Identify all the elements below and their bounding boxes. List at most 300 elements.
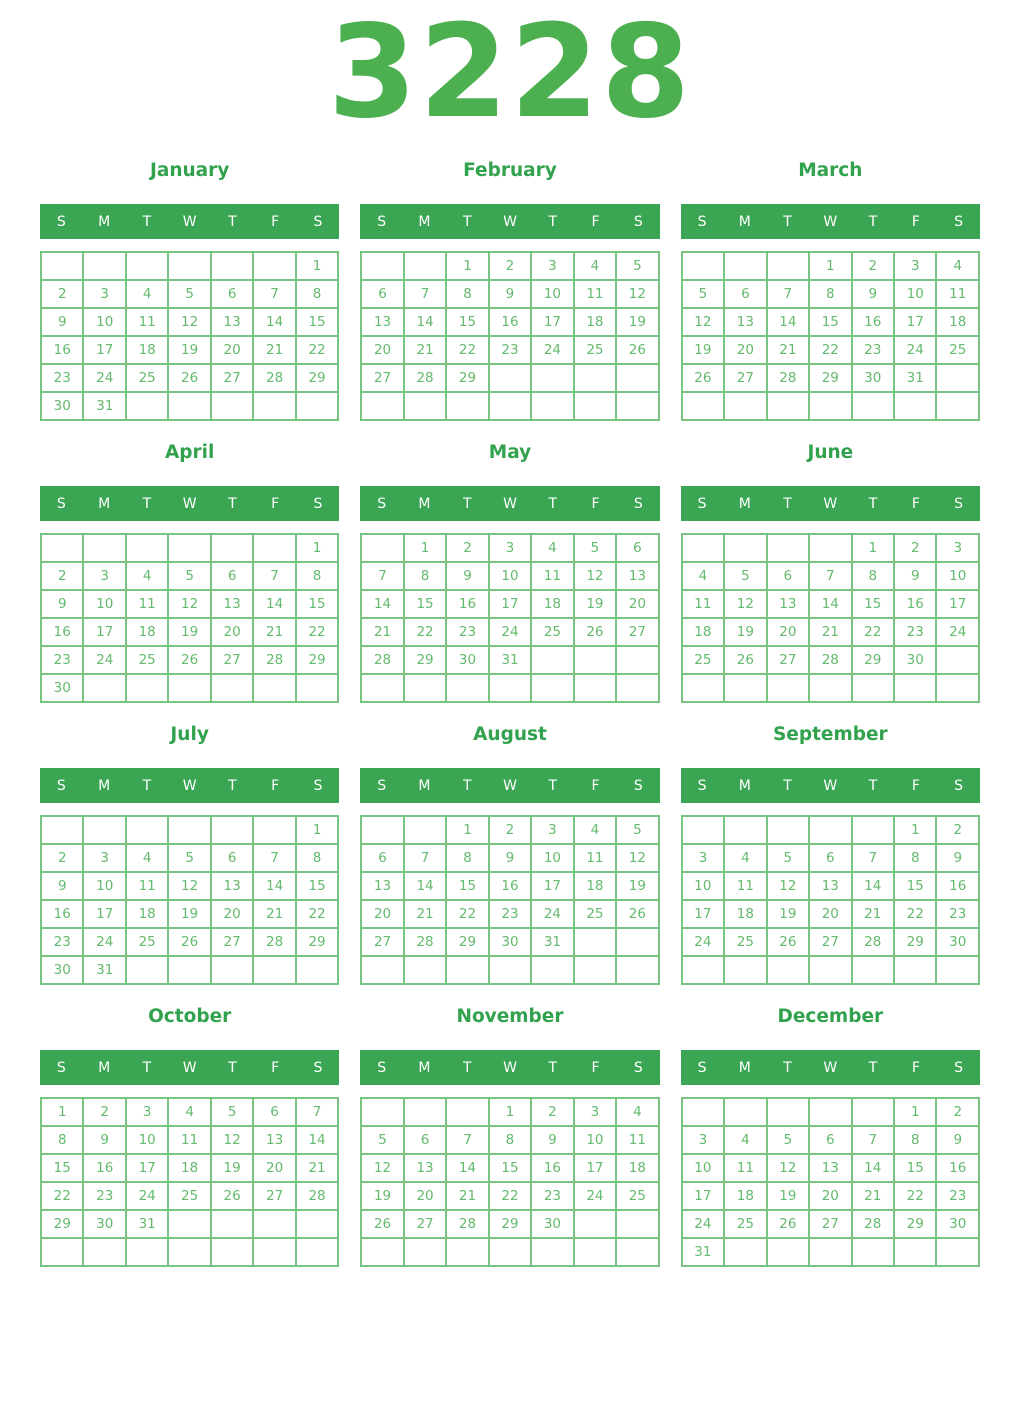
week-row [41, 1126, 338, 1154]
day-cell: 2 [852, 252, 894, 280]
day-cell: 4 [616, 1098, 659, 1126]
day-cell: 10 [83, 872, 125, 900]
day-cell [616, 956, 659, 984]
day-cell: 17 [682, 900, 724, 928]
day-cell [767, 392, 809, 420]
day-cell: 3 [531, 252, 573, 280]
day-cell: 11 [574, 280, 616, 308]
day-cell [126, 674, 168, 702]
day-cell [446, 392, 488, 420]
day-cell [531, 674, 573, 702]
day-cell [253, 1238, 295, 1266]
day-cell: 9 [936, 844, 979, 872]
day-cell: 19 [724, 618, 766, 646]
day-cell: 15 [489, 1154, 531, 1182]
weekday-label: F [271, 777, 280, 794]
day-cell [253, 956, 295, 984]
day-cell: 4 [724, 844, 766, 872]
day-cell: 7 [404, 844, 446, 872]
day-cell: 8 [489, 1126, 531, 1154]
day-cell [724, 674, 766, 702]
weekday-label: S [56, 777, 66, 794]
month-title: February [463, 160, 557, 181]
day-cell: 22 [296, 618, 339, 646]
week-row [682, 1182, 979, 1210]
calendar-grid [681, 533, 980, 703]
day-cell: 25 [724, 1210, 766, 1238]
day-cell: 8 [894, 1126, 936, 1154]
day-cell: 31 [126, 1210, 168, 1238]
weekday-label: S [313, 1059, 323, 1076]
day-cell [809, 674, 851, 702]
day-cell: 15 [446, 308, 488, 336]
day-cell: 19 [168, 900, 210, 928]
week-row [361, 1098, 658, 1126]
week-row [361, 364, 658, 392]
day-cell: 5 [724, 562, 766, 590]
week-row [682, 1154, 979, 1182]
day-cell: 12 [616, 844, 659, 872]
day-cell [253, 816, 295, 844]
week-row [682, 392, 979, 420]
week-row [682, 252, 979, 280]
day-cell: 8 [41, 1126, 83, 1154]
day-cell: 3 [489, 534, 531, 562]
day-cell [41, 534, 83, 562]
weekday-header-bar [40, 204, 339, 239]
month-block [681, 160, 980, 421]
day-cell [616, 392, 659, 420]
week-row [361, 900, 658, 928]
day-cell: 11 [531, 562, 573, 590]
day-cell: 25 [126, 646, 168, 674]
week-row [41, 336, 338, 364]
week-row [361, 618, 658, 646]
day-cell: 16 [446, 590, 488, 618]
weekday-label: M [418, 1059, 431, 1076]
weekday-header-bar [360, 768, 659, 803]
weekday-label: W [182, 777, 197, 794]
day-cell: 7 [296, 1098, 339, 1126]
day-cell: 23 [489, 336, 531, 364]
day-cell: 9 [41, 590, 83, 618]
day-cell: 20 [211, 900, 253, 928]
day-cell: 17 [83, 336, 125, 364]
day-cell: 1 [296, 252, 339, 280]
day-cell: 15 [296, 590, 339, 618]
day-cell: 28 [446, 1210, 488, 1238]
day-cell: 11 [126, 308, 168, 336]
day-cell: 23 [446, 618, 488, 646]
week-row [682, 1238, 979, 1266]
day-cell [574, 956, 616, 984]
day-cell: 10 [531, 280, 573, 308]
day-cell: 29 [446, 364, 488, 392]
day-cell: 15 [894, 1154, 936, 1182]
weekday-label: T [783, 777, 792, 794]
day-cell: 28 [767, 364, 809, 392]
day-cell: 11 [574, 844, 616, 872]
week-row [361, 1154, 658, 1182]
weekday-label: M [418, 777, 431, 794]
weekday-label: T [868, 777, 878, 794]
day-cell: 18 [682, 618, 724, 646]
day-cell: 27 [767, 646, 809, 674]
day-cell: 3 [83, 844, 125, 872]
week-row [361, 674, 658, 702]
day-cell: 23 [41, 646, 83, 674]
day-cell: 17 [83, 900, 125, 928]
weekday-header-bar [40, 768, 339, 803]
day-cell: 9 [894, 562, 936, 590]
day-cell: 21 [852, 1182, 894, 1210]
day-cell: 19 [211, 1154, 253, 1182]
weekday-label: T [462, 777, 472, 794]
day-cell [404, 1098, 446, 1126]
month-block [360, 160, 659, 421]
day-cell: 16 [894, 590, 936, 618]
day-cell: 21 [809, 618, 851, 646]
day-cell: 22 [894, 1182, 936, 1210]
day-cell [682, 816, 724, 844]
day-cell [724, 956, 766, 984]
weekday-label: M [738, 777, 751, 794]
day-cell: 19 [767, 900, 809, 928]
day-cell [574, 674, 616, 702]
day-cell: 20 [724, 336, 766, 364]
week-row [682, 674, 979, 702]
day-cell: 7 [253, 844, 295, 872]
day-cell [574, 364, 616, 392]
day-cell: 25 [682, 646, 724, 674]
day-cell: 29 [446, 928, 488, 956]
week-row [361, 928, 658, 956]
day-cell: 9 [936, 1126, 979, 1154]
weekday-label: M [738, 213, 751, 230]
day-cell: 12 [211, 1126, 253, 1154]
day-cell: 4 [168, 1098, 210, 1126]
day-cell [936, 364, 979, 392]
day-cell: 24 [489, 618, 531, 646]
day-cell: 26 [168, 646, 210, 674]
day-cell [253, 392, 295, 420]
day-cell [809, 956, 851, 984]
day-cell: 16 [852, 308, 894, 336]
weekday-label: M [738, 1059, 751, 1076]
day-cell [211, 1210, 253, 1238]
day-cell: 1 [404, 534, 446, 562]
weekday-header-bar [360, 486, 659, 521]
day-cell: 9 [531, 1126, 573, 1154]
day-cell: 31 [83, 392, 125, 420]
weekday-label: M [98, 777, 111, 794]
day-cell: 12 [168, 308, 210, 336]
day-cell [531, 392, 573, 420]
weekday-label: F [911, 1059, 920, 1076]
day-cell: 20 [616, 590, 659, 618]
day-cell: 1 [296, 816, 339, 844]
day-cell [574, 646, 616, 674]
day-cell: 28 [404, 364, 446, 392]
day-cell: 12 [767, 872, 809, 900]
week-row [41, 646, 338, 674]
weekday-header-bar [681, 486, 980, 521]
day-cell: 25 [126, 928, 168, 956]
week-row [41, 534, 338, 562]
day-cell: 23 [489, 900, 531, 928]
weekday-label: S [377, 495, 387, 512]
day-cell: 15 [404, 590, 446, 618]
day-cell: 21 [253, 336, 295, 364]
weekday-label: W [823, 777, 838, 794]
day-cell [404, 1238, 446, 1266]
week-row [682, 280, 979, 308]
day-cell [936, 646, 979, 674]
day-cell: 14 [253, 590, 295, 618]
day-cell: 23 [41, 928, 83, 956]
day-cell [83, 252, 125, 280]
day-cell: 8 [446, 844, 488, 872]
day-cell: 12 [168, 590, 210, 618]
day-cell: 18 [616, 1154, 659, 1182]
day-cell: 19 [168, 336, 210, 364]
day-cell [126, 816, 168, 844]
calendar-grid [681, 1097, 980, 1267]
day-cell: 1 [446, 816, 488, 844]
day-cell: 6 [767, 562, 809, 590]
day-cell [616, 928, 659, 956]
day-cell: 7 [361, 562, 403, 590]
day-cell [446, 1238, 488, 1266]
week-row [41, 844, 338, 872]
month-block [681, 724, 980, 985]
day-cell: 15 [446, 872, 488, 900]
day-cell: 28 [253, 928, 295, 956]
day-cell [446, 674, 488, 702]
weekday-label: W [823, 495, 838, 512]
week-row [682, 900, 979, 928]
day-cell [531, 364, 573, 392]
day-cell: 14 [809, 590, 851, 618]
day-cell: 26 [616, 900, 659, 928]
day-cell: 2 [41, 562, 83, 590]
day-cell [253, 252, 295, 280]
day-cell [809, 1238, 851, 1266]
day-cell: 4 [724, 1126, 766, 1154]
day-cell: 23 [41, 364, 83, 392]
day-cell [361, 392, 403, 420]
week-row [682, 336, 979, 364]
day-cell [489, 1238, 531, 1266]
day-cell: 13 [211, 308, 253, 336]
weekday-label: T [868, 213, 878, 230]
day-cell: 24 [682, 1210, 724, 1238]
week-row [361, 252, 658, 280]
weekday-label: T [462, 1059, 472, 1076]
day-cell: 21 [253, 618, 295, 646]
day-cell: 23 [83, 1182, 125, 1210]
week-row [361, 816, 658, 844]
day-cell: 6 [211, 280, 253, 308]
calendar-grid [681, 251, 980, 421]
day-cell: 2 [446, 534, 488, 562]
day-cell: 24 [574, 1182, 616, 1210]
day-cell: 21 [446, 1182, 488, 1210]
month-title: June [807, 442, 854, 463]
day-cell: 4 [682, 562, 724, 590]
day-cell [852, 1238, 894, 1266]
day-cell [83, 534, 125, 562]
day-cell: 27 [253, 1182, 295, 1210]
day-cell: 2 [41, 280, 83, 308]
day-cell [41, 816, 83, 844]
weekday-header-bar [681, 768, 980, 803]
weekday-label: S [313, 777, 323, 794]
day-cell: 11 [616, 1126, 659, 1154]
week-row [41, 1210, 338, 1238]
day-cell: 24 [682, 928, 724, 956]
day-cell: 30 [936, 1210, 979, 1238]
day-cell: 3 [574, 1098, 616, 1126]
day-cell [489, 674, 531, 702]
day-cell: 8 [894, 844, 936, 872]
weekday-label: S [697, 213, 707, 230]
day-cell: 12 [616, 280, 659, 308]
day-cell [168, 252, 210, 280]
weekday-label: W [823, 213, 838, 230]
day-cell: 31 [489, 646, 531, 674]
day-cell: 3 [83, 562, 125, 590]
weekday-label: T [142, 213, 152, 230]
day-cell: 6 [809, 844, 851, 872]
week-row [361, 1210, 658, 1238]
day-cell: 10 [894, 280, 936, 308]
day-cell: 12 [682, 308, 724, 336]
day-cell: 28 [404, 928, 446, 956]
day-cell: 19 [361, 1182, 403, 1210]
weekday-label: S [56, 495, 66, 512]
day-cell: 1 [296, 534, 339, 562]
day-cell: 17 [531, 872, 573, 900]
day-cell: 31 [83, 956, 125, 984]
day-cell: 20 [809, 900, 851, 928]
month-block [360, 1006, 659, 1267]
day-cell: 28 [253, 646, 295, 674]
day-cell [168, 1210, 210, 1238]
day-cell [404, 816, 446, 844]
day-cell [211, 534, 253, 562]
weekday-label: F [591, 1059, 600, 1076]
day-cell: 22 [489, 1182, 531, 1210]
day-cell [296, 674, 339, 702]
day-cell: 5 [168, 280, 210, 308]
day-cell: 23 [531, 1182, 573, 1210]
weekday-label: W [503, 777, 517, 794]
day-cell: 16 [489, 872, 531, 900]
day-cell: 11 [724, 1154, 766, 1182]
week-row [682, 816, 979, 844]
month-title: October [148, 1006, 232, 1027]
day-cell: 7 [852, 1126, 894, 1154]
day-cell [404, 252, 446, 280]
day-cell [361, 252, 403, 280]
day-cell: 15 [894, 872, 936, 900]
day-cell: 10 [936, 562, 979, 590]
day-cell [852, 1098, 894, 1126]
calendar-grid [360, 251, 659, 421]
day-cell: 14 [404, 872, 446, 900]
day-cell [126, 392, 168, 420]
day-cell: 15 [296, 872, 339, 900]
day-cell: 30 [41, 956, 83, 984]
week-row [682, 1210, 979, 1238]
day-cell: 7 [253, 280, 295, 308]
week-row [41, 928, 338, 956]
week-row [682, 308, 979, 336]
month-title: September [772, 724, 888, 745]
month-block [681, 442, 980, 703]
day-cell: 20 [809, 1182, 851, 1210]
calendar-grid [40, 533, 339, 703]
weekday-label: S [697, 495, 707, 512]
weekday-label: T [783, 213, 792, 230]
weekday-label: T [462, 213, 472, 230]
day-cell [936, 392, 979, 420]
day-cell [574, 1210, 616, 1238]
day-cell: 25 [936, 336, 979, 364]
day-cell: 9 [41, 308, 83, 336]
weekday-label: S [56, 1059, 66, 1076]
day-cell [724, 1098, 766, 1126]
weekday-label: F [591, 495, 600, 512]
month-block [360, 724, 659, 985]
day-cell: 10 [574, 1126, 616, 1154]
day-cell: 16 [936, 1154, 979, 1182]
day-cell: 24 [531, 336, 573, 364]
day-cell: 9 [489, 280, 531, 308]
day-cell: 14 [852, 872, 894, 900]
day-cell: 30 [83, 1210, 125, 1238]
day-cell [809, 816, 851, 844]
day-cell: 29 [404, 646, 446, 674]
day-cell: 18 [126, 900, 168, 928]
day-cell: 30 [489, 928, 531, 956]
weekday-label: S [954, 777, 964, 794]
day-cell [616, 646, 659, 674]
day-cell [404, 392, 446, 420]
weekday-label: S [954, 495, 964, 512]
day-cell: 20 [253, 1154, 295, 1182]
weekday-label: S [633, 1059, 643, 1076]
day-cell: 1 [41, 1098, 83, 1126]
day-cell: 5 [616, 252, 659, 280]
day-cell: 5 [211, 1098, 253, 1126]
weekday-label: M [98, 213, 111, 230]
week-row [361, 1182, 658, 1210]
day-cell [809, 1098, 851, 1126]
day-cell: 31 [682, 1238, 724, 1266]
day-cell [531, 956, 573, 984]
day-cell [253, 534, 295, 562]
week-row [682, 590, 979, 618]
day-cell: 7 [404, 280, 446, 308]
day-cell: 13 [211, 872, 253, 900]
weekday-label: S [313, 495, 323, 512]
day-cell: 3 [894, 252, 936, 280]
weekday-label: F [591, 213, 600, 230]
day-cell: 18 [168, 1154, 210, 1182]
day-cell: 30 [41, 392, 83, 420]
